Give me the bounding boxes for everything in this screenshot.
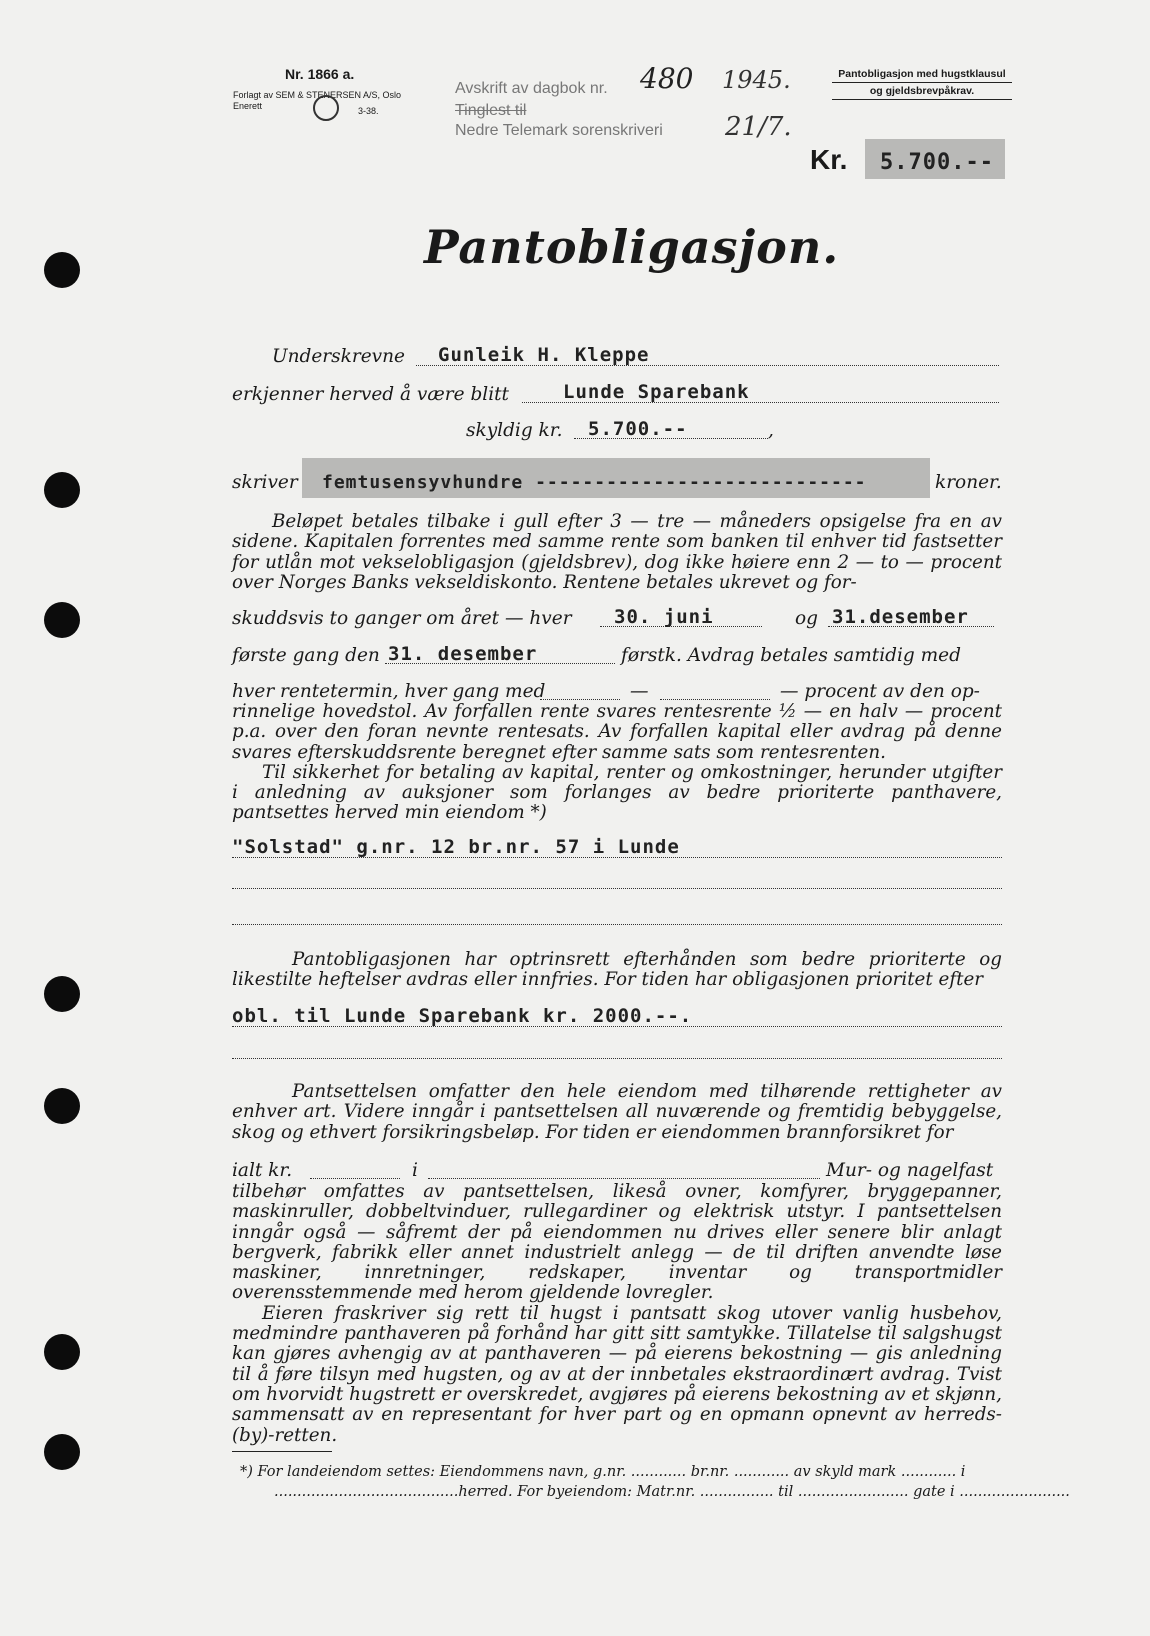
footnote-line-1: *) For landeiendom settes: Eiendommens navn, g.nr. ............ br.nr. ............ av skyld mark ............ i xyxy=(240,1464,966,1480)
punch-hole xyxy=(44,602,80,638)
underskrevne-label: Underskrevne xyxy=(272,346,405,367)
punch-hole xyxy=(44,1434,80,1470)
ialt-line xyxy=(310,1178,400,1179)
accessories-paragraph: tilbehør omfattes av pantsettelsen, likeså ovner, komfyrer, bryggepanner, maskinruller, dobbeltvinduer, rullegardiner og elektrisk utstyr. I pantsettelsen inngår også — såfremt der på eiendommen nu drives eller senere blir anlagt bergverk, fabrikk eller annet industrielt anlegg — de til driften anvendte løse maskiner, innretninger, redskaper, inventar og transportmidler overensstemmende med herom gjeldende lovregler. Eieren fraskriver sig rett til hugst i pantsatt skog utover vanlig husbehov, medmindre panthaveren på forhånd har gitt sitt samtykke. Tillatelse til salgshugst kan gjøres avhengig av at panthaveren — på eierens bekostning — gis anledning til å føre tilsyn med hugsten, og av at der innbetales ekstraordinært avdrag. Tvist om hvorvidt hugstrett er overskredet, avgjøres på eierens bekostning av et skjønn, sammensatt av en representant for hver part og en opmann opnevnt av herreds-(by)-retten. xyxy=(232,1181,1002,1446)
punch-hole xyxy=(44,252,80,288)
rentetermin-line-1 xyxy=(540,699,620,700)
rentetermin-label: hver rentetermin, hver gang med xyxy=(232,681,546,702)
handwritten-dagbok-number: 480 xyxy=(640,62,694,95)
property-line-2 xyxy=(232,888,1002,889)
erkjenner-value: Lunde Sparebank xyxy=(563,381,750,403)
rentetermin-dash: — xyxy=(630,681,649,702)
terms-paragraph-1: Beløpet betales tilbake i gull efter 3 — tre — måneders opsigelse fra en av sidene. Kapitalen forrentes med samme rente som banken til enhver tid fastsetter for utlån mot vekselobligasjon (gjeldsbrev), dog ikke høiere enn 2 — to — procent over Norges Banks vekseldiskonto. Rentene betales ukrevet og for- xyxy=(232,511,1002,593)
stamp-line-3: Nedre Telemark sorenskriveri xyxy=(455,122,663,139)
property-description: "Solstad" g.nr. 12 br.nr. 57 i Lunde xyxy=(232,836,680,858)
forstk-text: førstk. Avdrag betales samtidig med xyxy=(621,645,961,666)
first-interest-date: 31. desember xyxy=(388,643,538,665)
skriver-label: skriver xyxy=(232,472,298,493)
erkjenner-label: erkjenner herved å være blitt xyxy=(232,384,509,405)
priority-line-1 xyxy=(232,1026,1002,1027)
kroner-label: kroner. xyxy=(935,472,1002,493)
first-date-label: første gang den xyxy=(232,645,380,666)
publisher-enerett: Enerett xyxy=(233,101,263,111)
scope-paragraph: Pantsettelsen omfatter den hele eiendom med tilhørende rettigheter av enhver art. Videre inngår i pantsettelsen all nuværende og fremtidig bebyggelse, skog og ethvert forsikringsbeløp. For tiden er eiendommen brannforsikret for xyxy=(232,1081,1002,1143)
priority-line-2 xyxy=(232,1058,1002,1059)
footnote-rule xyxy=(232,1451,332,1452)
interest-dates-label: skuddsvis to ganger om året — hver xyxy=(232,608,572,629)
interest-date-2: 31.desember xyxy=(832,606,969,628)
stamp-line-1: Avskrift av dagbok nr. xyxy=(455,80,608,97)
skyldig-comma: , xyxy=(768,420,774,441)
rentetermin-line-2 xyxy=(660,699,770,700)
form-subtitle: Pantobligasjon med hugstklausul og gjeldsbrevpåkrav. xyxy=(832,66,1012,100)
punch-hole xyxy=(44,1334,80,1370)
terms-paragraph-2: rinnelige hovedstol. Av forfallen rente svares rentesrente ½ — en halv — procent p.a. over den foran nevnte rentesats. Av forfallen kapital eller avdrag på denne svares efterskuddsrente beregnet efter samme sats som rentesrenten. Til sikkerhet for betaling av kapital, renter og omkostninger, herunder utgifter i anledning av auksjoner som forlanges av bedre prioriterte panthavere, pantsettes herved min eiendom *) xyxy=(232,701,1002,824)
punch-hole xyxy=(44,1088,80,1124)
footnote-line-2: ........................................herred. For byeiendom: Matr.nr. ................ til ........................ gate i ........................ xyxy=(274,1484,1070,1500)
underskrevne-value: Gunleik H. Kleppe xyxy=(438,344,650,366)
og-label: og xyxy=(795,608,818,629)
property-line-3 xyxy=(232,924,1002,925)
kr-label: Kr. xyxy=(810,144,848,175)
publisher-logo-icon xyxy=(313,95,339,121)
interest-date-1: 30. juni xyxy=(614,606,714,628)
ialt-label: ialt kr. xyxy=(232,1160,293,1181)
priority-paragraph: Pantobligasjonen har optrinsrett efterhånden som bedre prioriterte og likestilte heftelser avdras eller innfries. For tiden har obligasjonen prioritet efter xyxy=(232,949,1002,991)
skyldig-label: skyldig kr. xyxy=(466,420,563,441)
priority-value: obl. til Lunde Sparebank kr. 2000.--. xyxy=(232,1005,693,1027)
form-number: Nr. 1866 a. xyxy=(285,66,355,82)
ialt-i: i xyxy=(412,1160,418,1181)
publisher-code: 3-38. xyxy=(358,106,379,116)
skyldig-value: 5.700.-- xyxy=(588,418,688,440)
punch-hole xyxy=(44,976,80,1012)
skriver-value: femtusensyvhundre ---------------------------- xyxy=(322,472,867,493)
page-title: Pantobligasjon. xyxy=(424,220,840,274)
rentetermin-end: — procent av den op- xyxy=(780,681,980,702)
handwritten-date: 21/7. xyxy=(725,112,792,142)
punch-hole xyxy=(44,472,80,508)
publisher-name: Forlagt av SEM & STENERSEN A/S, Oslo xyxy=(233,90,402,100)
mur-nagelfast: Mur- og nagelfast xyxy=(826,1160,994,1181)
stamp-line-2: Tinglest til xyxy=(455,102,527,119)
handwritten-year: 1945. xyxy=(722,66,791,94)
kr-amount: 5.700.-- xyxy=(880,150,994,175)
ialt-line-2 xyxy=(428,1178,820,1179)
property-line-1 xyxy=(232,857,1002,858)
